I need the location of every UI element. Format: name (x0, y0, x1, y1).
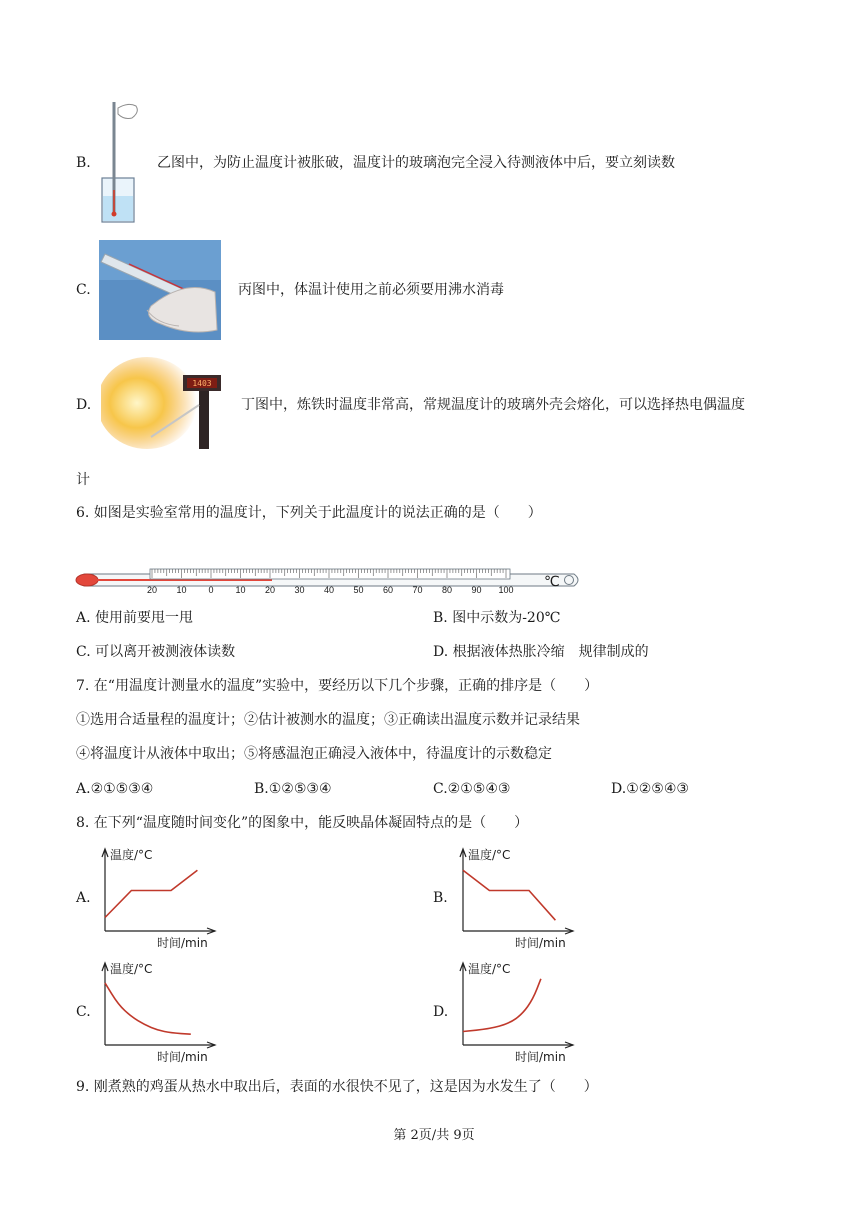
scale-tick-label: 50 (353, 585, 364, 595)
q9-stem: 9. 刚煮熟的鸡蛋从热水中取出后，表面的水很快不见了，这是因为水发生了（ ） (76, 1079, 598, 1095)
scale-tick-label: 80 (441, 585, 453, 595)
q7-option-d (611, 779, 689, 799)
q6-option-b-label: B. (433, 610, 448, 626)
q7-option-b (254, 779, 332, 799)
q5-option-d-text-cont: 计 (76, 472, 90, 488)
thermocouple-furnace-image (101, 355, 227, 451)
scale-tick-label: 70 (412, 585, 423, 595)
temperature-curve (463, 870, 555, 920)
scale-tick-label: 60 (382, 585, 394, 595)
temperature-curve (463, 979, 541, 1032)
q6-option-c-label: C. (76, 644, 91, 660)
q5-option-c-text: 丙图中，体温计使用之前必须要用沸水消毒 (238, 282, 504, 298)
q6-option-c-text: 可以离开被测液体读数 (95, 644, 236, 660)
y-axis-label: 温度/°C (468, 848, 511, 862)
scale-tick-label: 40 (323, 585, 335, 595)
device-readout: 1403 (192, 379, 212, 388)
q6-option-b-text: 图中示数为-20℃ (452, 610, 561, 626)
q8-option-c-label: C. (76, 1004, 91, 1020)
q6-option-a-text: 使用前要甩一甩 (95, 610, 194, 626)
x-axis-label: 时间/min (157, 936, 208, 950)
q7-option-b-label: B. (254, 781, 269, 797)
y-axis-label: 温度/°C (110, 962, 153, 976)
q8-stem: 8. 在下列“温度随时间变化”的图象中，能反映晶体凝固特点的是（ ） (76, 815, 529, 831)
x-axis-label: 时间/min (157, 1050, 208, 1064)
clinical-thermometer-photo (99, 240, 221, 340)
q6-option-d-label: D. (433, 644, 449, 660)
graph-a (95, 843, 220, 951)
q5-option-c-letter: C. (76, 282, 91, 298)
q7-option-d-text: ①②⑤④③ (626, 781, 689, 797)
y-axis-label: 温度/°C (110, 848, 153, 862)
q6-stem: 6. 如图是实验室常用的温度计，下列关于此温度计的说法正确的是（ ） (76, 505, 542, 521)
q7-option-a (76, 779, 153, 799)
x-axis-label: 时间/min (515, 1050, 566, 1064)
scale-tick-label: 30 (294, 585, 305, 595)
q8-option-b-label: B. (433, 890, 448, 906)
temperature-curve (105, 983, 191, 1034)
q5-option-b-letter: B. (76, 155, 91, 171)
x-axis-label: 时间/min (515, 936, 566, 950)
q7-option-a-text: ②①⑤③④ (90, 781, 154, 797)
scale-tick-label: 20 (146, 585, 158, 595)
temperature-curve (105, 870, 197, 917)
beaker-thermometer-image (96, 100, 146, 228)
graph-c (95, 957, 220, 1065)
scale-tick-label: 90 (471, 585, 482, 595)
graph-b (453, 843, 578, 951)
q5-option-d-letter: D. (76, 397, 92, 413)
q8-option-d-label: D. (433, 1004, 449, 1020)
q5-option-b-text: 乙图中，为防止温度计被胀破，温度计的玻璃泡完全浸入待测液体中后，要立刻读数 (157, 155, 675, 171)
q6-option-a (76, 608, 193, 628)
q8-option-a-label: A. (76, 890, 91, 906)
q5-option-d-text: 丁图中，炼铁时温度非常高，常规温度计的玻璃外壳会熔化，可以选择热电偶温度 (241, 397, 745, 413)
q7-option-d-label: D. (611, 781, 627, 797)
lab-thermometer-figure (74, 565, 582, 595)
scale-tick-label: 10 (176, 585, 187, 595)
q7-steps-line2: ④将温度计从液体中取出；⑤将感温泡正确浸入液体中，待温度计的示数稳定 (76, 746, 552, 762)
q6-option-b (433, 608, 560, 628)
q6-option-c (76, 642, 235, 662)
q7-steps-line1: ①选用合适量程的温度计；②估计被测水的温度；③正确读出温度示数并记录结果 (76, 712, 580, 728)
page-footer: 第 2页/共 9页 (393, 1128, 475, 1143)
q7-option-b-text: ①②⑤③④ (268, 781, 332, 797)
graph-d (453, 957, 578, 1065)
scale-tick-label: 10 (235, 585, 246, 595)
q7-option-a-label: A. (76, 781, 91, 797)
q7-option-c (433, 779, 510, 799)
q7-stem: 7. 在“用温度计测量水的温度”实验中，要经历以下几个步骤，正确的排序是（ ） (76, 678, 599, 694)
thermometer-unit: ℃ (544, 574, 560, 590)
q7-option-c-text: ②①⑤④③ (447, 781, 511, 797)
q6-option-d (433, 642, 649, 662)
q6-option-a-label: A. (76, 610, 91, 626)
scale-tick-label: 100 (498, 585, 514, 595)
q6-option-d-text: 根据液体热胀冷缩 规律制成的 (452, 644, 649, 660)
scale-tick-label: 0 (208, 585, 214, 595)
q7-option-c-label: C. (433, 781, 448, 797)
y-axis-label: 温度/°C (468, 962, 511, 976)
scale-tick-label: 20 (264, 585, 276, 595)
